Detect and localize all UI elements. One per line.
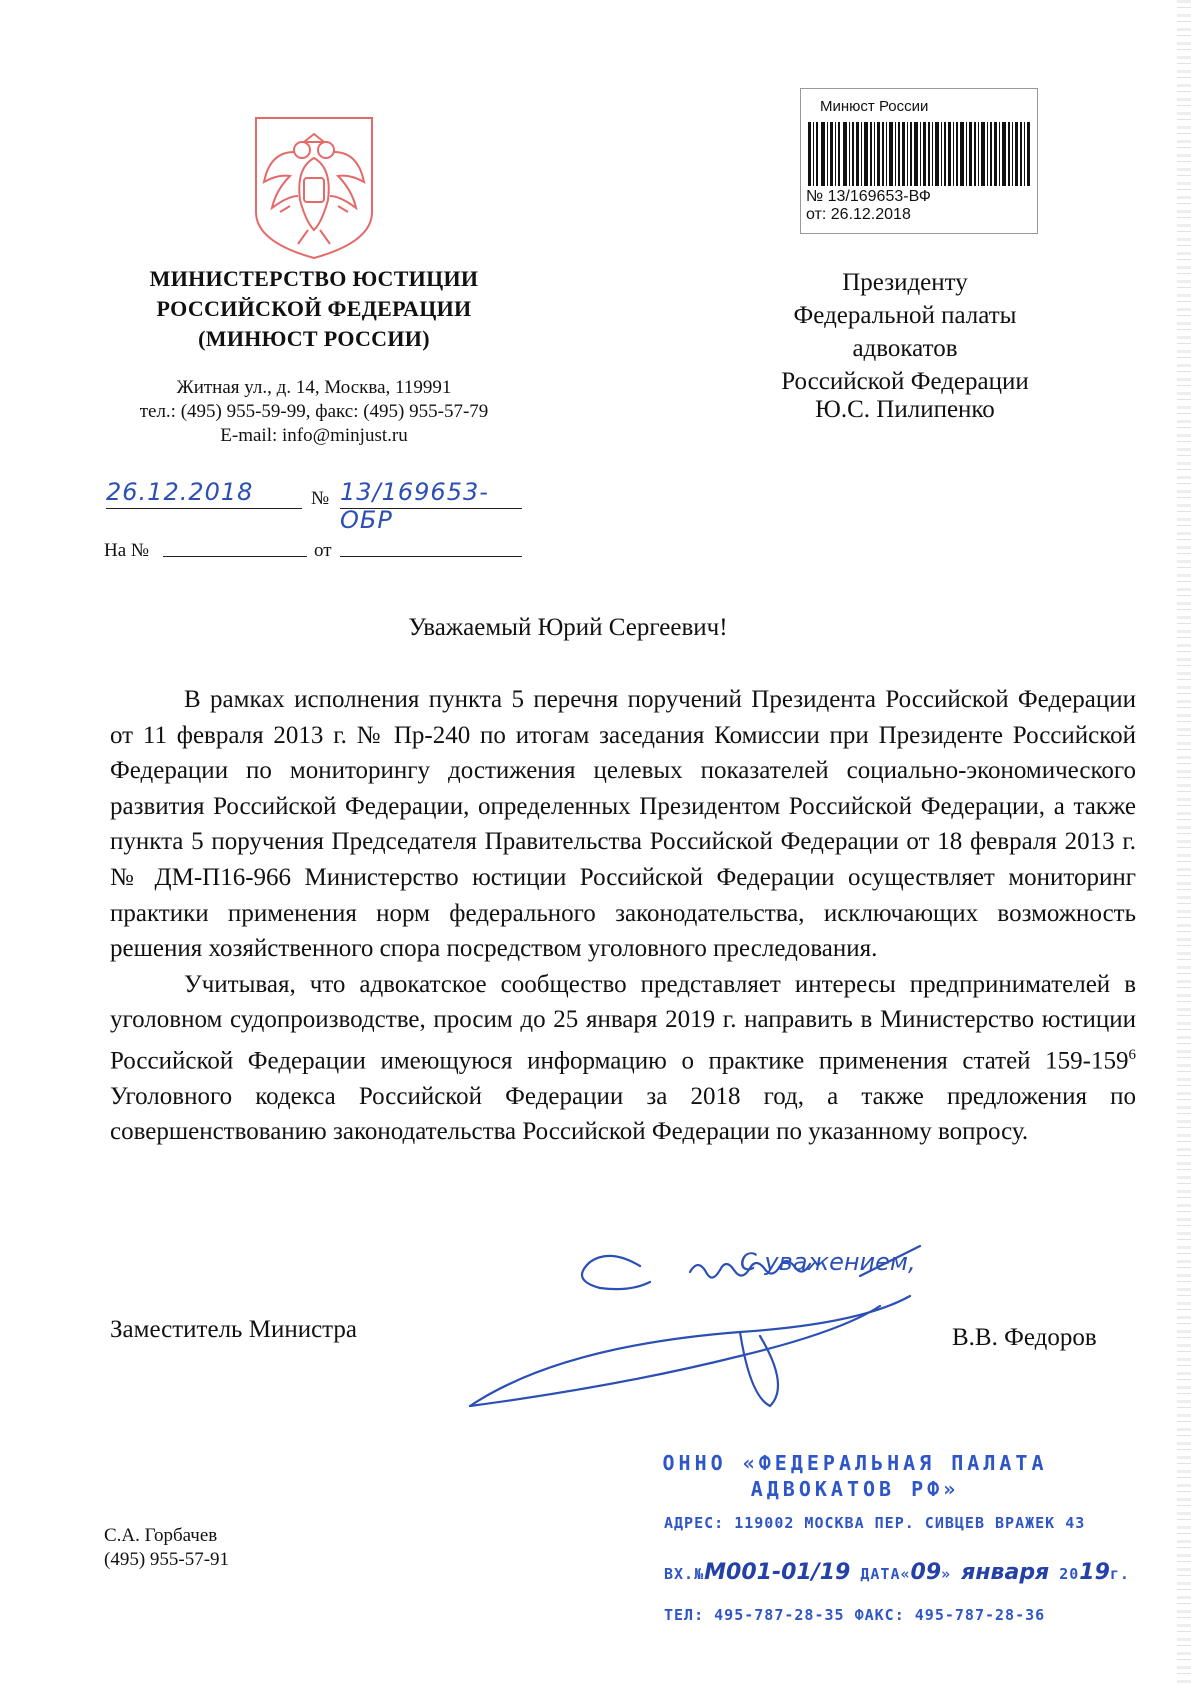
stamp-phones: ТЕЛ: 495-787-28-35 ФАКС: 495-787-28-36	[664, 1606, 1046, 1624]
executor-info	[104, 1524, 229, 1572]
signature-greeting: С уважением,	[740, 1248, 916, 1276]
outgoing-date: 26.12.2018	[106, 478, 302, 509]
stamp-in-no-value: М001-01/19	[704, 1560, 851, 1585]
stamp-date-year: 19	[1079, 1560, 1110, 1585]
barcode-icon	[808, 122, 1030, 186]
ministry-line-1: МИНИСТЕРСТВО ЮСТИЦИИ	[149, 266, 479, 291]
recipient-block	[745, 266, 1065, 398]
stamp-address: АДРЕС: 119002 МОСКВА ПЕР. СИВЦЕВ ВРАЖЕК 43	[664, 1514, 1086, 1532]
scan-edge-artifact	[1177, 0, 1191, 1684]
outgoing-number: 13/169653-ОБР	[340, 478, 522, 509]
recipient-name: Ю.С. Пилипенко	[815, 396, 995, 423]
stamp-organization	[660, 1450, 1050, 1502]
article-superscript: 6	[1128, 1046, 1136, 1063]
stamp-incoming-registration	[664, 1560, 1130, 1585]
reference-date-line	[340, 556, 522, 557]
barcode-number: № 13/169653-ВФ	[806, 188, 931, 205]
reference-from-label: от	[314, 540, 332, 561]
signatory-position: Заместитель Министра	[110, 1316, 357, 1343]
stamp-in-no-label: ВХ.№	[664, 1565, 705, 1583]
recipient-line-3: Российской Федерации	[781, 368, 1029, 395]
outgoing-number-label: №	[311, 488, 330, 509]
stamp-date-day: 09	[910, 1560, 942, 1585]
ministry-phones: тел.: (495) 955-59-99, факс: (495) 955-57-79	[139, 401, 489, 422]
stamp-org-line-1: ОННО «ФЕДЕРАЛЬНАЯ ПАЛАТА	[662, 1451, 1048, 1475]
letter-body	[110, 682, 1136, 1150]
reference-label: На №	[104, 540, 150, 561]
recipient-line-2: Федеральной палаты адвокатов	[793, 302, 1017, 362]
ministry-name	[100, 264, 528, 354]
ministry-address: Житная ул., д. 14, Москва, 119991	[176, 377, 452, 398]
stamp-date-month: января	[961, 1560, 1050, 1585]
handwritten-signature	[440, 1236, 1000, 1416]
stamp-date-suffix: г.	[1109, 1565, 1130, 1583]
reference-number-line	[163, 556, 307, 557]
paragraph-2	[110, 967, 1136, 1150]
executor-name: С.А. Горбачев	[104, 1525, 218, 1546]
ministry-line-3: (МИНЮСТ РОССИИ)	[198, 326, 430, 351]
paragraph-1: В рамках исполнения пункта 5 перечня поручений Президента Российской Федерации от 11 февраля 2013 г. № Пр-240 по итогам заседания Комиссии при Президенте Российской Федерации по мониторингу достижения целевых показателей социально-экономического развития Российской Федерации, определенных Президентом Российской Федерации, а также пункта 5 поручения Председателя Правительства Российской Федерации от 18 февраля 2013 г. № ДМ-П16-966 Министерство юстиции Российской Федерации осуществляет мониторинг практики применения норм федерального законодательства, исключающих возможность решения хозяйственного спора посредством уголовного преследования.	[110, 686, 1136, 963]
signatory-name: В.В. Федоров	[952, 1324, 1097, 1351]
ministry-line-2: РОССИЙСКОЙ ФЕДЕРАЦИИ	[156, 296, 472, 321]
stamp-date-label: ДАТА«	[860, 1565, 911, 1583]
stamp-date-year-prefix: 20	[1059, 1565, 1080, 1583]
salutation: Уважаемый Юрий Сергеевич!	[408, 614, 728, 641]
ministry-contacts	[100, 376, 528, 448]
coat-of-arms-icon	[250, 112, 378, 260]
recipient-line-1: Президенту	[842, 269, 968, 296]
paragraph-2-text: Учитывая, что адвокатское сообщество представляет интересы предпринимателей в уголовном судопроизводстве, просим до 25 января 2019 г. направить в Министерство юстиции Российской Федерации имеющуюся информацию о практике применения статей 159-159	[110, 970, 1136, 1075]
executor-phone: (495) 955-57-91	[104, 1549, 230, 1570]
paragraph-2-text-end: Уголовного кодекса Российской Федерации за 2018 год, а также предложения по совершенствованию законодательства Российской Федерации по указанному вопросу.	[110, 1082, 1136, 1146]
stamp-org-line-2: АДВОКАТОВ РФ»	[750, 1477, 960, 1501]
barcode-title: Минюст России	[820, 98, 929, 115]
barcode-date: от: 26.12.2018	[806, 206, 911, 223]
stamp-date-sep: »	[941, 1565, 952, 1583]
ministry-email: E-mail: info@minjust.ru	[220, 425, 408, 446]
